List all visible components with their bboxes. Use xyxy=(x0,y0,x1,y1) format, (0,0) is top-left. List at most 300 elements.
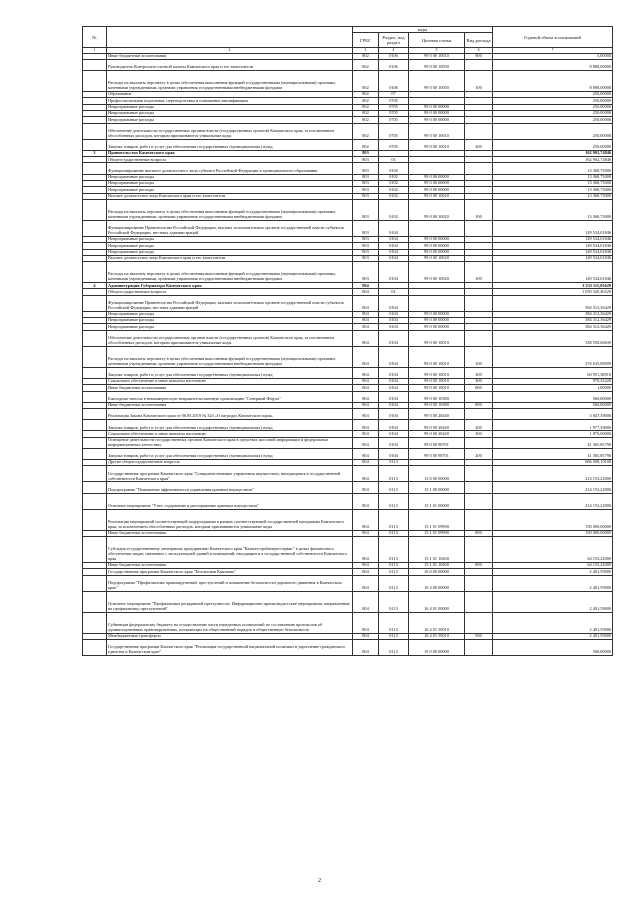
column-number: 7 xyxy=(493,48,613,53)
table-row xyxy=(83,482,613,493)
row-exp-type: 100 xyxy=(465,346,493,367)
row-section: 0104 xyxy=(379,437,409,448)
table-row xyxy=(83,420,613,431)
row-amount: 149 534,01846 xyxy=(493,243,613,249)
row-amount: 384 312,36429 xyxy=(493,295,613,311)
row-section: 0104 xyxy=(379,255,409,261)
row-number xyxy=(83,437,107,448)
row-target: 99 0 00 10010 xyxy=(409,378,465,384)
row-amount: 250,00000 xyxy=(493,92,613,98)
table-row xyxy=(83,437,613,448)
row-exp-type: 500 xyxy=(465,633,493,639)
row-name: Освещение деятельности государственных органов Камчатского края в средствах массовой информации и федеральных информационных агентствах xyxy=(107,437,353,448)
table-row xyxy=(83,220,613,236)
row-name: Непрограммные расходы xyxy=(107,249,353,255)
row-name: Закупка товаров, работ и услуг для обеспечения государственных (муниципальных) нужд xyxy=(107,420,353,431)
row-number: 3 xyxy=(83,150,107,156)
row-exp-type: 200 xyxy=(465,367,493,378)
row-name: Основное мероприятие "Учет, содержание и распоряжение краевым имуществом" xyxy=(107,493,353,509)
row-target: 99 0 00 00000 xyxy=(409,187,465,193)
row-target: 99 0 00 00000 xyxy=(409,174,465,180)
row-exp-type: 800 xyxy=(465,562,493,568)
row-name: Иные бюджетные ассигнования xyxy=(107,53,353,59)
row-amount: 13 368,73000 xyxy=(493,193,613,199)
row-number xyxy=(83,367,107,378)
row-name: Иные бюджетные ассигнования xyxy=(107,530,353,536)
row-target: 99 0 00 00000 xyxy=(409,180,465,186)
header-codes: коды xyxy=(353,27,493,33)
row-grbs: 802 xyxy=(353,117,379,123)
row-name: Реализация мероприятий соответствующей подпрограммы в рамках соответствующей государственной программы Камчатского края, за исключением обособленных расходов, которым присваиваются уникальные коды xyxy=(107,509,353,530)
row-number xyxy=(83,537,107,563)
row-target: 99 0 00 00000 xyxy=(409,117,465,123)
row-grbs: 804 xyxy=(353,289,379,295)
row-name: Закупка товаров, работ и услуг для обеспечения государственных (муниципальных) нужд xyxy=(107,139,353,150)
row-number xyxy=(83,123,107,139)
row-name: Непрограммные расходы xyxy=(107,174,353,180)
row-amount: 1 050 320,46529 xyxy=(493,289,613,295)
row-section: 0705 xyxy=(379,139,409,150)
row-section: 01 xyxy=(379,289,409,295)
row-name: Администрация Губернатора Камчатского края xyxy=(107,283,353,289)
row-name: Основное мероприятие "Профилактика рецидивной преступности. Информационно-пропагандистские мероприятия, направленные на профилактику преступлений" xyxy=(107,591,353,612)
row-target: 13 1 01 10400 xyxy=(409,562,465,568)
row-section: 0106 xyxy=(379,59,409,70)
row-amount: 338 558,60639 xyxy=(493,330,613,346)
row-section: 0104 xyxy=(379,243,409,249)
row-exp-type xyxy=(465,437,493,448)
row-target: 99 0 00 10010 xyxy=(409,123,465,139)
row-name: Субвенции федеральному бюджету на осуществление части переданных полномочий по составлению протоколов об административных правонарушениях, посягающих на общественный порядок и общественную безопасность xyxy=(107,612,353,633)
row-amount: 13 368,73000 xyxy=(493,187,613,193)
row-name: Государственная программа Камчатского края "Реализация государственной национальной политики и укрепление гражданского единства в Камчатском крае" xyxy=(107,639,353,655)
row-target: 16 4 01 59010 xyxy=(409,612,465,633)
row-target: 99 0 00 00000 xyxy=(409,243,465,249)
row-target: 19 0 00 00000 xyxy=(409,639,465,655)
row-section: 0104 xyxy=(379,330,409,346)
row-number xyxy=(83,409,107,420)
row-section: 0104 xyxy=(379,385,409,391)
row-section: 01 xyxy=(379,157,409,163)
row-section: 0113 xyxy=(379,509,409,530)
row-grbs: 803 xyxy=(353,236,379,242)
row-grbs: 804 xyxy=(353,324,379,330)
row-number xyxy=(83,346,107,367)
header-exp-type: Вид расхода xyxy=(465,33,493,48)
row-exp-type: 100 xyxy=(465,199,493,220)
row-exp-type xyxy=(465,123,493,139)
row-exp-type xyxy=(465,591,493,612)
row-section: 07 xyxy=(379,92,409,98)
row-exp-type: 300 xyxy=(465,378,493,384)
row-number xyxy=(83,199,107,220)
row-name: Ежегодные взносы в некоммерческую неправительственную организацию "Северный Форум" xyxy=(107,391,353,402)
table-row xyxy=(83,59,613,70)
row-grbs: 804 xyxy=(353,402,379,408)
row-section: 0113 xyxy=(379,530,409,536)
row-target: 99 0 00 10010 xyxy=(409,139,465,150)
row-name: Непрограммные расходы xyxy=(107,318,353,324)
row-target: 99 0 00 10010 xyxy=(409,346,465,367)
row-name: Общегосударственные вопросы xyxy=(107,157,353,163)
row-amount: 1 977,39000 xyxy=(493,420,613,431)
row-section: 0113 xyxy=(379,460,409,466)
row-section: 0104 xyxy=(379,318,409,324)
row-target: 16 4 01 00000 xyxy=(409,591,465,612)
row-amount: 2 401,59000 xyxy=(493,612,613,633)
column-number: 5 xyxy=(409,48,465,53)
row-amount: 162 902,74846 xyxy=(493,157,613,163)
table-row xyxy=(83,509,613,530)
row-name: Межбюджетные трансферты xyxy=(107,633,353,639)
row-grbs: 804 xyxy=(353,437,379,448)
row-grbs: 804 xyxy=(353,460,379,466)
row-exp-type xyxy=(465,575,493,591)
row-amount: 384 312,36429 xyxy=(493,311,613,317)
header-section: Раздел, под раздел xyxy=(379,33,409,48)
row-name: Социальное обеспечение и иные выплаты населению xyxy=(107,378,353,384)
row-section: 0113 xyxy=(379,612,409,633)
row-amount: 2 401,59000 xyxy=(493,575,613,591)
row-grbs: 803 xyxy=(353,249,379,255)
row-grbs: 804 xyxy=(353,633,379,639)
row-grbs: 803 xyxy=(353,255,379,261)
row-amount: 2 401,59000 xyxy=(493,569,613,575)
row-section: 0102 xyxy=(379,199,409,220)
row-grbs: 804 xyxy=(353,391,379,402)
row-section: 0113 xyxy=(379,482,409,493)
row-grbs: 804 xyxy=(353,409,379,420)
row-name: Другие общегосударственные вопросы xyxy=(107,460,353,466)
row-exp-type xyxy=(465,391,493,402)
row-exp-type xyxy=(465,639,493,655)
row-grbs: 803 xyxy=(353,199,379,220)
row-name: Непрограммные расходы xyxy=(107,311,353,317)
header-annual: Годовой объем ассигнований xyxy=(493,27,613,48)
row-grbs: 804 xyxy=(353,283,379,289)
row-grbs: 804 xyxy=(353,420,379,431)
row-name: Высшее должностное лицо Камчатского края и его заместители xyxy=(107,193,353,199)
row-grbs: 804 xyxy=(353,569,379,575)
row-name: Высшее должностное лицо Камчатского края и его заместители xyxy=(107,255,353,261)
row-target: 13 1 01 09990 xyxy=(409,530,465,536)
row-target: 16 4 00 00000 xyxy=(409,575,465,591)
row-grbs: 804 xyxy=(353,311,379,317)
row-target: 99 0 00 20440 xyxy=(409,409,465,420)
row-amount: 560,60000 xyxy=(493,391,613,402)
row-amount: 1,00000 xyxy=(493,385,613,391)
row-section: 0106 xyxy=(379,71,409,92)
column-number: 2 xyxy=(107,48,353,53)
row-number xyxy=(83,591,107,612)
row-amount: 3 847,39000 xyxy=(493,409,613,420)
row-grbs: 804 xyxy=(353,493,379,509)
row-amount: 5,00000 xyxy=(493,53,613,59)
row-grbs: 803 xyxy=(353,174,379,180)
row-name: Реализация Закона Камчатского края от 06.05.2019 № 323 «О наградах Камчатского края» xyxy=(107,409,353,420)
row-name: Субсидия государственному унитарному предприятию Камчатского края "Камчатстройэнергосервис" в целях финансового обеспечения затрат, связанных с эксплуатацией зданий и помещений, находящихся в государственной собственности Камчатского края xyxy=(107,537,353,563)
row-target: 16 4 01 59010 xyxy=(409,633,465,639)
row-amount: 64 153,22000 xyxy=(493,562,613,568)
row-section: 0102 xyxy=(379,163,409,174)
row-grbs: 803 xyxy=(353,187,379,193)
row-section: 0113 xyxy=(379,466,409,482)
row-number: 4 xyxy=(83,283,107,289)
row-target xyxy=(409,295,465,311)
row-target xyxy=(409,163,465,174)
row-target: 99 0 00 00000 xyxy=(409,249,465,255)
row-number xyxy=(83,139,107,150)
table-row xyxy=(83,612,613,633)
row-amount: 149 534,01846 xyxy=(493,249,613,255)
row-amount: 2 401,59000 xyxy=(493,591,613,612)
row-name: Социальное обеспечение и иные выплаты населению xyxy=(107,431,353,437)
row-amount: 250,00000 xyxy=(493,98,613,104)
row-grbs: 804 xyxy=(353,431,379,437)
column-number: 3 xyxy=(353,48,379,53)
row-exp-type: 800 xyxy=(465,530,493,536)
table-row xyxy=(83,639,613,655)
row-exp-type xyxy=(465,409,493,420)
row-number xyxy=(83,295,107,311)
row-amount: 250,00000 xyxy=(493,110,613,116)
row-target: 13 0 00 00000 xyxy=(409,466,465,482)
row-section: 0104 xyxy=(379,311,409,317)
row-target: 99 0 00 00000 xyxy=(409,311,465,317)
row-grbs: 802 xyxy=(353,104,379,110)
row-target: 99 0 00 10020 xyxy=(409,262,465,283)
row-exp-type xyxy=(465,509,493,530)
row-target: 99 0 00 10020 xyxy=(409,255,465,261)
row-exp-type: 200 xyxy=(465,139,493,150)
row-exp-type xyxy=(465,466,493,482)
row-section: 0705 xyxy=(379,104,409,110)
row-target: 99 0 00 10380 xyxy=(409,391,465,402)
row-section: 0705 xyxy=(379,123,409,139)
row-target: 99 0 00 00000 xyxy=(409,324,465,330)
row-target: 99 0 00 10020 xyxy=(409,193,465,199)
row-target: 13 1 01 10400 xyxy=(409,537,465,563)
row-grbs: 804 xyxy=(353,612,379,633)
row-section: 0104 xyxy=(379,367,409,378)
row-name: Непрограммные расходы xyxy=(107,324,353,330)
row-target: 99 0 00 00000 xyxy=(409,110,465,116)
row-amount: 149 534,01846 xyxy=(493,262,613,283)
row-number xyxy=(83,391,107,402)
row-grbs: 804 xyxy=(353,482,379,493)
row-exp-type: 200 xyxy=(465,420,493,431)
row-number xyxy=(83,163,107,174)
table-row xyxy=(83,346,613,367)
row-exp-type: 800 xyxy=(465,402,493,408)
row-name: Закупка товаров, работ и услуг для обеспечения государственных (муниципальных) нужд xyxy=(107,448,353,459)
row-name: Непрограммные расходы xyxy=(107,117,353,123)
row-name: Непрограммные расходы xyxy=(107,243,353,249)
table-row xyxy=(83,199,613,220)
row-exp-type: 100 xyxy=(465,71,493,92)
row-section: 0104 xyxy=(379,448,409,459)
row-section: 0102 xyxy=(379,174,409,180)
row-amount: 500,00000 xyxy=(493,639,613,655)
row-section: 0104 xyxy=(379,378,409,384)
row-grbs: 803 xyxy=(353,220,379,236)
row-grbs: 802 xyxy=(353,98,379,104)
row-exp-type xyxy=(465,163,493,174)
row-amount: 13 368,73000 xyxy=(493,174,613,180)
row-section: 0104 xyxy=(379,409,409,420)
row-number xyxy=(83,482,107,493)
header-target: Целевая статья xyxy=(409,33,465,48)
row-target: 99 0 00 98701 xyxy=(409,437,465,448)
row-section: 0705 xyxy=(379,110,409,116)
header-num: № xyxy=(83,27,107,48)
header-name xyxy=(107,27,353,48)
row-grbs: 804 xyxy=(353,318,379,324)
row-number xyxy=(83,509,107,530)
row-exp-type: 200 xyxy=(465,448,493,459)
row-amount: 2 401,59000 xyxy=(493,633,613,639)
row-grbs: 804 xyxy=(353,466,379,482)
row-name: Общегосударственные вопросы xyxy=(107,289,353,295)
row-grbs: 802 xyxy=(353,139,379,150)
table-row xyxy=(83,123,613,139)
row-amount: 13 368,73000 xyxy=(493,199,613,220)
row-amount: 214 153,22000 xyxy=(493,493,613,509)
row-name: Иные бюджетные ассигнования xyxy=(107,402,353,408)
row-exp-type xyxy=(465,493,493,509)
row-exp-type: 300 xyxy=(465,431,493,437)
row-name: Обеспечение деятельности государственных органов власти (государственных органов) Камчатского края, за исключением обособленных расходов, которым присваиваются уникальные коды xyxy=(107,123,353,139)
row-name: Непрограммные расходы xyxy=(107,110,353,116)
row-exp-type xyxy=(465,295,493,311)
row-name: Подпрограмма "Профилактика правонарушений, преступлений и повышение безопасности дорожного движения в Камчатском крае" xyxy=(107,575,353,591)
row-amount: 162 902,74846 xyxy=(493,150,613,156)
row-name: Подпрограмма "Повышение эффективности управления краевым имуществом" xyxy=(107,482,353,493)
column-number: 6 xyxy=(465,48,493,53)
table-row xyxy=(83,466,613,482)
row-section: 0113 xyxy=(379,639,409,655)
row-name: Непрограммные расходы xyxy=(107,236,353,242)
row-section: 0705 xyxy=(379,117,409,123)
row-target: 99 0 00 10010 xyxy=(409,53,465,59)
row-name: Государственная программа Камчатского края "Безопасная Камчатка" xyxy=(107,569,353,575)
row-target: 99 0 00 00000 xyxy=(409,236,465,242)
row-amount: 250,00000 xyxy=(493,123,613,139)
row-section: 0104 xyxy=(379,324,409,330)
row-exp-type xyxy=(465,612,493,633)
row-exp-type xyxy=(465,220,493,236)
row-name: Непрограммные расходы xyxy=(107,187,353,193)
row-section: 0113 xyxy=(379,562,409,568)
row-section: 0102 xyxy=(379,193,409,199)
row-number xyxy=(83,639,107,655)
budget-table xyxy=(82,26,613,656)
row-amount: 13 368,73000 xyxy=(493,163,613,174)
row-grbs: 804 xyxy=(353,562,379,568)
row-amount: 250,00000 xyxy=(493,104,613,110)
row-number xyxy=(83,420,107,431)
row-amount: 214 153,22000 xyxy=(493,466,613,482)
row-amount: 1 870,00000 xyxy=(493,431,613,437)
row-exp-type xyxy=(465,537,493,563)
header-grbs: ГРБС xyxy=(353,33,379,48)
row-grbs: 804 xyxy=(353,367,379,378)
table-row xyxy=(83,391,613,402)
row-target: 99 0 00 10010 xyxy=(409,385,465,391)
row-number xyxy=(83,448,107,459)
row-name: Иные бюджетные ассигнования xyxy=(107,562,353,568)
table-row xyxy=(83,367,613,378)
row-amount: 149 534,01846 xyxy=(493,255,613,261)
row-exp-type xyxy=(465,482,493,493)
row-amount: 666 008,10100 xyxy=(493,460,613,466)
row-amount: 276 635,88509 xyxy=(493,346,613,367)
row-number xyxy=(83,493,107,509)
row-amount: 13 368,73000 xyxy=(493,180,613,186)
table-row xyxy=(83,139,613,150)
row-number xyxy=(83,220,107,236)
row-section: 0104 xyxy=(379,236,409,242)
row-grbs: 804 xyxy=(353,378,379,384)
row-grbs: 802 xyxy=(353,59,379,70)
row-exp-type xyxy=(465,59,493,70)
row-number xyxy=(83,262,107,283)
table-row xyxy=(83,262,613,283)
row-exp-type: 800 xyxy=(465,53,493,59)
row-amount: 250,00000 xyxy=(493,139,613,150)
column-number: 1 xyxy=(83,48,107,53)
row-grbs: 804 xyxy=(353,591,379,612)
page-number: 2 xyxy=(318,878,321,884)
row-amount: 8 888,00000 xyxy=(493,71,613,92)
row-target: 99 0 00 10380 xyxy=(409,402,465,408)
row-grbs: 802 xyxy=(353,92,379,98)
table-row xyxy=(83,591,613,612)
row-amount: 150 000,00000 xyxy=(493,530,613,536)
row-grbs: 802 xyxy=(353,71,379,92)
row-name: Расходы на выплаты персоналу в целях обеспечения выполнения функций государственными (муниципальными) органами, казенными учреждениями, органами управления государственными внебюджетными фондами xyxy=(107,71,353,92)
row-grbs: 804 xyxy=(353,509,379,530)
row-target: 99 0 00 10010 xyxy=(409,367,465,378)
row-section: 0104 xyxy=(379,249,409,255)
row-number xyxy=(83,612,107,633)
row-target: 99 0 00 10050 xyxy=(409,59,465,70)
row-number xyxy=(83,59,107,70)
row-name: Обеспечение деятельности государственных органов власти (государственных органов) Камчатского края, за исключением обособленных расходов, которым присваиваются уникальные коды xyxy=(107,330,353,346)
row-section: 0113 xyxy=(379,591,409,612)
row-amount: 41 365,85790 xyxy=(493,437,613,448)
row-target xyxy=(409,220,465,236)
table-row xyxy=(83,163,613,174)
row-number xyxy=(83,466,107,482)
row-target: 13 1 01 00000 xyxy=(409,493,465,509)
row-name: Профессиональная подготовка, переподготовка и повышение квалификации xyxy=(107,98,353,104)
row-section: 0705 xyxy=(379,98,409,104)
row-grbs: 804 xyxy=(353,346,379,367)
row-name: Расходы на выплаты персоналу в целях обеспечения выполнения функций государственными (муниципальными) органами, казенными учреждениями, органами управления государственными внебюджетными фондами xyxy=(107,262,353,283)
row-name: Закупка товаров, работ и услуг для обеспечения государственных (муниципальных) нужд xyxy=(107,367,353,378)
row-grbs: 804 xyxy=(353,575,379,591)
row-exp-type xyxy=(465,330,493,346)
row-grbs: 803 xyxy=(353,163,379,174)
row-amount: 41 365,85790 xyxy=(493,448,613,459)
table-row xyxy=(83,71,613,92)
row-grbs: 803 xyxy=(353,243,379,249)
row-name: Иные бюджетные ассигнования xyxy=(107,385,353,391)
row-name: Государственная программа Камчатского края "Совершенствование управления имуществом, находящимся в государственной собственности Камчатского края" xyxy=(107,466,353,482)
row-section: 0104 xyxy=(379,402,409,408)
table-row xyxy=(83,575,613,591)
